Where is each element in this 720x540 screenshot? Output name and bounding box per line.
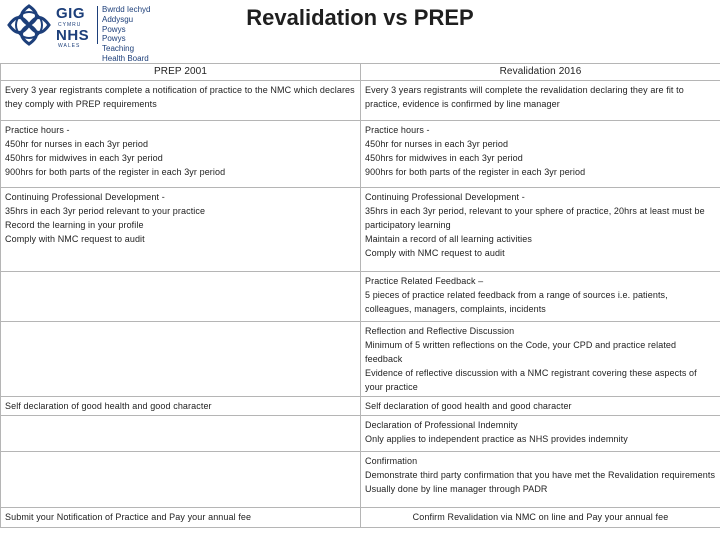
cell-text-line: 35hrs in each 3yr period, relevant to your sphere of practice, 20hrs at least must be participatory learning [365, 206, 705, 230]
cell-text-line: Reflection and Reflective Discussion [365, 326, 515, 336]
table-header-row [1, 64, 720, 81]
cell-text-line: Evidence of reflective discussion with a NMC registrant covering these aspects of your practice [365, 368, 697, 392]
table-row [1, 322, 720, 397]
prep-cell [1, 272, 361, 322]
revalidation-cell [361, 322, 720, 397]
logo-gig-text: GIG [56, 5, 86, 22]
cell-text-line: Record the learning in your profile [5, 220, 144, 230]
revalidation-cell [361, 81, 720, 121]
cell-text-line: 450hr for nurses in each 3yr period [5, 139, 149, 149]
cell-text-line: Minimum of 5 written reflections on the Code, your CPD and practice related feedback [365, 340, 677, 364]
cell-text-line: 5 pieces of practice related feedback from a range of sources i.e. patients, colleagues, managers, complaints, incidents [365, 290, 668, 314]
prep-cell [1, 81, 361, 121]
prep-cell [1, 121, 361, 188]
logo-board-line: Bwrdd Iechyd [102, 5, 151, 14]
prep-cell [1, 416, 361, 452]
logo-board-line: Addysgu Powys [102, 14, 134, 34]
table-row [1, 452, 720, 508]
cell-text-line: Self declaration of good health and good character [365, 401, 572, 411]
cell-text-line: 450hrs for midwives in each 3yr period [5, 153, 163, 163]
revalidation-cell [361, 452, 720, 508]
cell-text-line: Confirm Revalidation via NMC on line and Pay your annual fee [412, 512, 669, 522]
cell-text-line: Every 3 year registrants complete a notification of practice to the NMC which declares they comply with PREP requirements [5, 85, 355, 109]
cell-text-line: 900hrs for both parts of the register in each 3yr period [5, 167, 226, 177]
table-row [1, 272, 720, 322]
cell-text-line: 450hrs for midwives in each 3yr period [365, 153, 523, 163]
revalidation-cell [361, 272, 720, 322]
revalidation-cell [361, 188, 720, 272]
cell-text-line: 900hrs for both parts of the register in each 3yr period [365, 167, 586, 177]
cell-text-line: Comply with NMC request to audit [5, 234, 145, 244]
cell-text-line: Declaration of Professional Indemnity [365, 420, 518, 430]
cell-text-line: Practice hours - [5, 125, 70, 135]
table-row [1, 416, 720, 452]
cell-text-line: Practice Related Feedback – [365, 276, 484, 286]
revalidation-cell [361, 121, 720, 188]
revalidation-cell [361, 416, 720, 452]
prep-cell [1, 188, 361, 272]
comparison-table [0, 63, 720, 528]
cell-text-line: Practice hours - [365, 125, 430, 135]
column-header-prep: PREP 2001 [1, 64, 361, 81]
cell-text-line: Usually done by line manager through PADR [365, 484, 548, 494]
cell-text-line: Every 3 years registrants will complete the revalidation declaring they are fit to practice, evidence is confirmed by line manager [365, 85, 684, 109]
revalidation-cell [361, 397, 720, 416]
prep-cell [1, 508, 361, 528]
cell-text-line: Demonstrate third party confirmation that you have met the Revalidation requirements [365, 470, 716, 480]
prep-cell [1, 452, 361, 508]
table-row [1, 508, 720, 528]
cell-text-line: Continuing Professional Development - [365, 192, 525, 202]
cell-text-line: Only applies to independent practice as NHS provides indemnity [365, 434, 628, 444]
logo-board-line: Powys Teaching [102, 34, 135, 54]
page-title: Revalidation vs PREP [246, 5, 474, 30]
prep-cell [1, 397, 361, 416]
cell-text-line: Submit your Notification of Practice and Pay your annual fee [5, 512, 252, 522]
logo-nhs-text: NHS [56, 27, 90, 44]
column-header-revalidation: Revalidation 2016 [361, 64, 720, 81]
revalidation-cell [361, 508, 720, 528]
cell-text-line: Comply with NMC request to audit [365, 248, 505, 258]
cell-text-line: Maintain a record of all learning activities [365, 234, 532, 244]
prep-cell [1, 322, 361, 397]
table-row [1, 397, 720, 416]
cell-text-line: 35hrs in each 3yr period relevant to your practice [5, 206, 206, 216]
cell-text-line: Self declaration of good health and good character [5, 401, 212, 411]
table-row [1, 188, 720, 272]
table-row [1, 121, 720, 188]
cell-text-line: 450hr for nurses in each 3yr period [365, 139, 509, 149]
cell-text-line: Confirmation [365, 456, 418, 466]
logo-cymru-text: CYMRU [58, 22, 82, 28]
logo-wales-text: WALES [58, 43, 81, 49]
cell-text-line: Continuing Professional Development - [5, 192, 165, 202]
logo-board-line: Health Board [102, 53, 149, 63]
table-row [1, 81, 720, 121]
